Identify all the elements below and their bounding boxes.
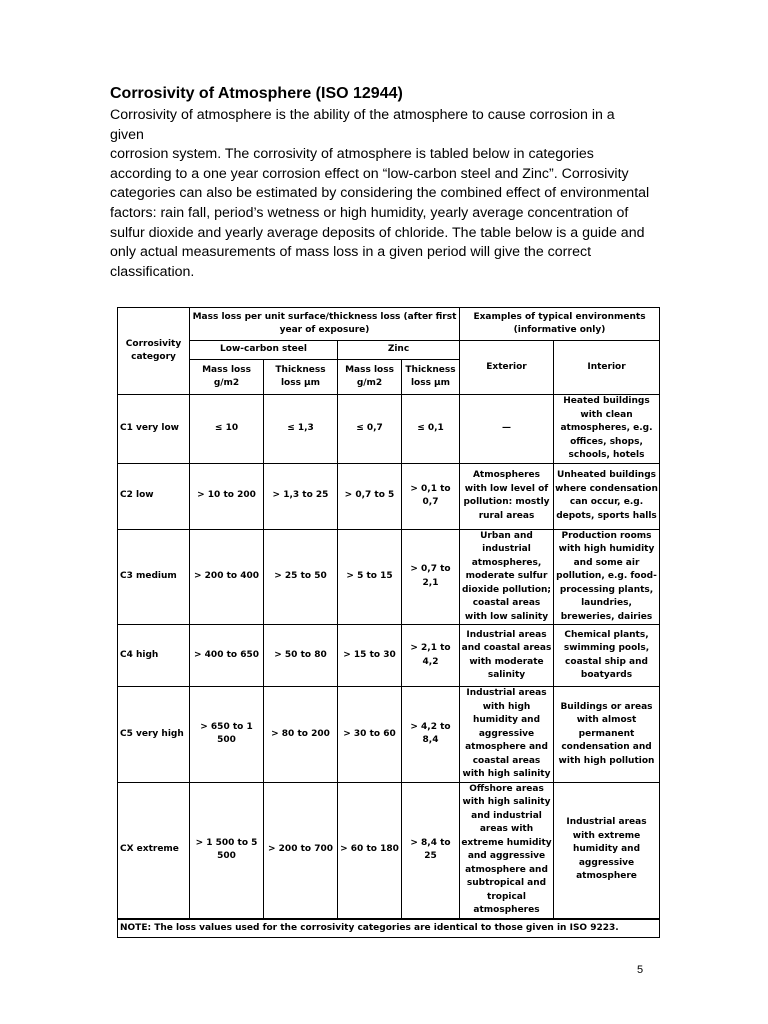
zinc-thickness-cell: > 4,2 to 8,4	[402, 687, 460, 783]
table-row	[118, 529, 660, 625]
header-zinc-mass: Mass loss g/m2	[338, 360, 402, 395]
interior-cell: Heated buildings with clean atmospheres, e.g. offices, shops, schools, hotels	[554, 395, 660, 464]
steel-mass-cell: > 200 to 400	[190, 529, 264, 625]
header-zinc: Zinc	[338, 341, 460, 360]
intro-line: classification.	[110, 263, 195, 280]
table-row	[118, 782, 660, 919]
category-cell: CX extreme	[118, 782, 190, 919]
category-cell: C1 very low	[118, 395, 190, 464]
table-note: NOTE: The loss values used for the corrosivity categories are identical to those given in ISO 9223.	[118, 919, 660, 938]
interior-cell: Unheated buildings where condensation can occur, e.g. depots, sports halls	[554, 463, 660, 529]
intro-line: sulfur dioxide and yearly average deposits of chloride. The table below is a guide and	[110, 224, 645, 241]
table-row	[118, 625, 660, 687]
zinc-thickness-cell: ≤ 0,1	[402, 395, 460, 464]
zinc-mass-cell: > 0,7 to 5	[338, 463, 402, 529]
zinc-mass-cell: > 60 to 180	[338, 782, 402, 919]
header-zinc-thickness: Thickness loss µm	[402, 360, 460, 395]
zinc-mass-cell: > 15 to 30	[338, 625, 402, 687]
zinc-mass-cell: > 30 to 60	[338, 687, 402, 783]
exterior-cell: Offshore areas with high salinity and industrial areas with extreme humidity and aggressive atmosphere and subtropical and tropical atmospheres	[460, 782, 554, 919]
header-category: Corrosivity category	[118, 308, 190, 395]
steel-thickness-cell: > 80 to 200	[264, 687, 338, 783]
table-row	[118, 687, 660, 783]
steel-thickness-cell: > 50 to 80	[264, 625, 338, 687]
steel-thickness-cell: > 200 to 700	[264, 782, 338, 919]
zinc-thickness-cell: > 8,4 to 25	[402, 782, 460, 919]
category-cell: C5 very high	[118, 687, 190, 783]
zinc-mass-cell: > 5 to 15	[338, 529, 402, 625]
steel-mass-cell: > 10 to 200	[190, 463, 264, 529]
interior-cell: Buildings or areas with almost permanent condensation and with high pollution	[554, 687, 660, 783]
intro-line: Corrosivity of atmosphere is the ability of the atmosphere to cause corrosion in a given	[110, 107, 615, 143]
corrosivity-table	[117, 307, 660, 938]
steel-thickness-cell: ≤ 1,3	[264, 395, 338, 464]
intro-line: categories can also be estimated by considering the combined effect of environmental	[110, 185, 650, 202]
category-cell: C4 high	[118, 625, 190, 687]
header-examples: Examples of typical environments (informative only)	[460, 308, 660, 341]
interior-cell: Industrial areas with extreme humidity and aggressive atmosphere	[554, 782, 660, 919]
header-exterior: Exterior	[460, 341, 554, 395]
exterior-cell: Industrial areas with high humidity and aggressive atmosphere and coastal areas with high salinity	[460, 687, 554, 783]
table-row	[118, 395, 660, 464]
zinc-thickness-cell: > 0,1 to 0,7	[402, 463, 460, 529]
interior-cell: Chemical plants, swimming pools, coastal ship and boatyards	[554, 625, 660, 687]
header-steel: Low-carbon steel	[190, 341, 338, 360]
category-cell: C3 medium	[118, 529, 190, 625]
steel-thickness-cell: > 25 to 50	[264, 529, 338, 625]
intro-line: only actual measurements of mass loss in a given period will give the correct	[110, 244, 592, 261]
exterior-cell: Atmospheres with low level of pollution: mostly rural areas	[460, 463, 554, 529]
interior-cell: Production rooms with high humidity and some air pollution, e.g. food-processing plants, laundries, breweries, dairies	[554, 529, 660, 625]
exterior-cell: —	[460, 395, 554, 464]
header-steel-thickness: Thickness loss µm	[264, 360, 338, 395]
steel-thickness-cell: > 1,3 to 25	[264, 463, 338, 529]
table-row	[118, 463, 660, 529]
zinc-thickness-cell: > 2,1 to 4,2	[402, 625, 460, 687]
exterior-cell: Urban and industrial atmospheres, moderate sulfur dioxide pollution; coastal areas with low salinity	[460, 529, 554, 625]
header-steel-mass: Mass loss g/m2	[190, 360, 264, 395]
category-cell: C2 low	[118, 463, 190, 529]
intro-paragraph	[110, 106, 650, 282]
header-interior: Interior	[554, 341, 660, 395]
intro-line: factors: rain fall, period’s wetness or high humidity, yearly average concentration of	[110, 204, 629, 221]
steel-mass-cell: > 400 to 650	[190, 625, 264, 687]
intro-line: according to a one year corrosion effect on “low-carbon steel and Zinc”. Corrosivity	[110, 165, 629, 182]
page-heading: Corrosivity of Atmosphere (ISO 12944)	[110, 85, 403, 102]
header-mass-loss: Mass loss per unit surface/thickness loss (after first year of exposure)	[190, 308, 460, 341]
steel-mass-cell: ≤ 10	[190, 395, 264, 464]
zinc-mass-cell: ≤ 0,7	[338, 395, 402, 464]
exterior-cell: Industrial areas and coastal areas with moderate salinity	[460, 625, 554, 687]
page-number: 5	[637, 964, 644, 976]
steel-mass-cell: > 1 500 to 5 500	[190, 782, 264, 919]
intro-line: corrosion system. The corrosivity of atmosphere is tabled below in categories	[110, 146, 594, 163]
zinc-thickness-cell: > 0,7 to 2,1	[402, 529, 460, 625]
steel-mass-cell: > 650 to 1 500	[190, 687, 264, 783]
